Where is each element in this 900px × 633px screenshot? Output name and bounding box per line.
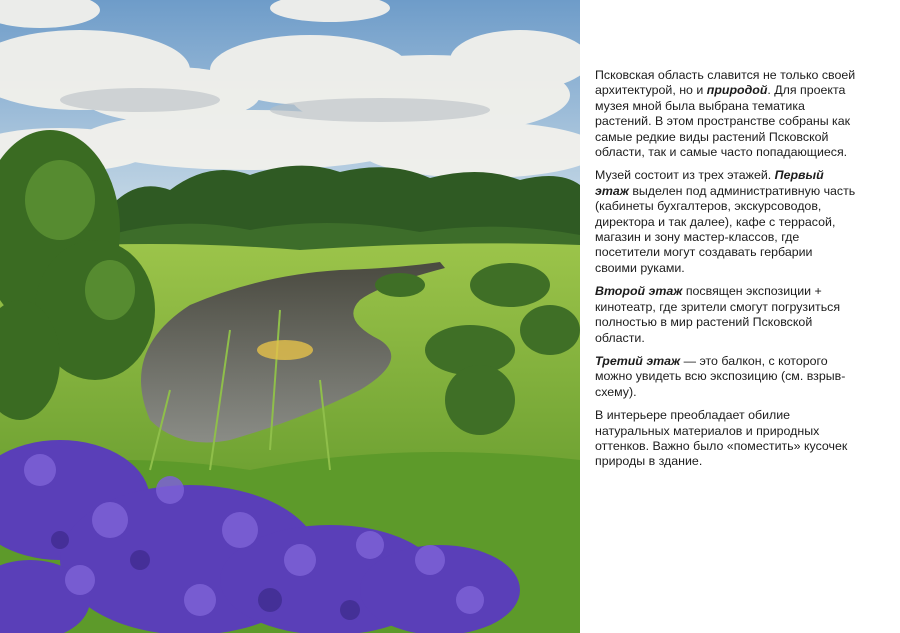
paragraph-1: Псковская область славится не только своей архитектурой, но и природой. Для проекта музея мной была выбрана тематика растений. В этом пространстве собраны как самые редкие виды растений Псковской области, так и самые часто попадающиеся.: [595, 68, 856, 160]
paragraph-2: Музей состоит из трех этажей. Первый этаж выделен под административную часть (кабинеты бухгалтеров, экскурсоводов, директора и так далее), кафе с террасой, магазин и зону мастер-классов, где посетители могут создавать гербарии своими руками.: [595, 168, 856, 275]
description-text: [595, 68, 857, 478]
paragraph-4: Третий этаж — это балкон, с которого можно увидеть всю экспозицию (см. взрыв-схему).: [595, 353, 846, 399]
paragraph-5: В интерьере преобладает обилие натуральных материалов и природных оттенков. Важно было «поместить» кусочек природы в здание.: [595, 408, 848, 469]
paragraph-3: Второй этаж посвящен экспозиции + кинотеатр, где зрители смогут погрузиться полностью в мир растений Псковской области.: [595, 284, 841, 345]
